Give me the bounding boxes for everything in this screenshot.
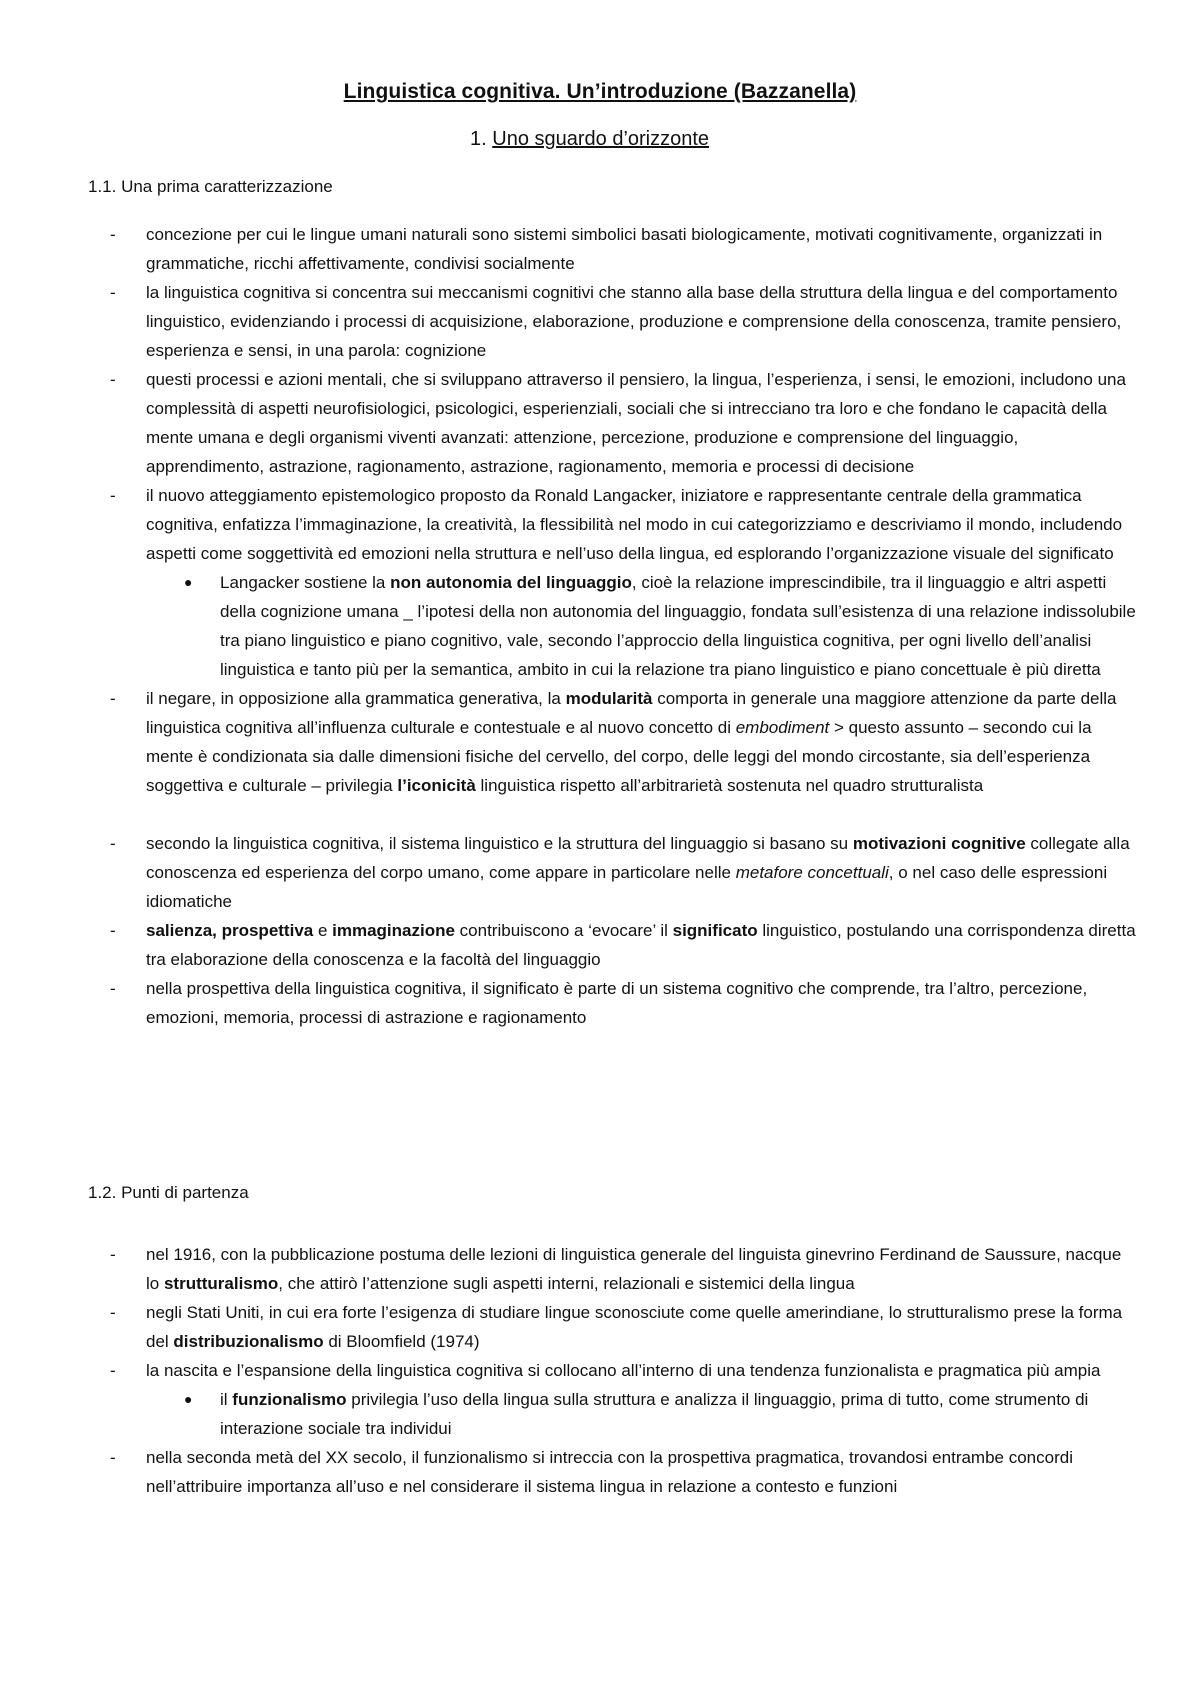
dash-icon: - xyxy=(110,689,116,708)
list-item xyxy=(88,829,1138,916)
item-text: il negare, in opposizione alla grammatica generativa, la xyxy=(146,689,566,708)
item-text: la linguistica cognitiva si concentra sui meccanismi cognitivi che stanno alla base della struttura della lingua e del comportamento linguistico, evidenziando i processi di acquisizione, elaborazione, produzione e comprensione della conoscenza, tramite pensiero, esperienza e sensi, in una parola: cognizione xyxy=(146,283,1122,360)
italic-text: metafore concettuali xyxy=(735,863,889,882)
bold-text: l’iconicità xyxy=(397,776,476,795)
dash-icon: - xyxy=(110,834,116,853)
bold-text: significato xyxy=(672,921,758,940)
dash-icon: - xyxy=(110,979,116,998)
dash-icon: - xyxy=(110,225,116,244)
dash-icon: - xyxy=(110,370,116,389)
dash-icon: - xyxy=(110,283,116,302)
section-heading-1-1: 1.1. Una prima caratterizzazione xyxy=(88,177,333,196)
item-text: di Bloomfield (1974) xyxy=(323,1332,480,1351)
dash-icon: - xyxy=(110,921,116,940)
list-item xyxy=(88,220,1138,278)
document-title: Linguistica cognitiva. Un’introduzione (Bazzanella) xyxy=(343,80,857,103)
bold-text: modularità xyxy=(565,689,653,708)
item-text: nel 1916, con la pubblicazione postuma delle lezioni di linguistica generale del linguista ginevrino Ferdinand de Saussure, nacque lo xyxy=(146,1245,1122,1293)
item-text: secondo la linguistica cognitiva, il sistema linguistico e la struttura del linguaggio si basano su xyxy=(146,834,853,853)
italic-text: embodiment xyxy=(735,718,830,737)
section-list-1-1 xyxy=(88,220,1138,1032)
list-item xyxy=(88,481,1138,568)
list-item xyxy=(88,1356,1138,1385)
chapter-title: Uno sguardo d’orizzonte xyxy=(492,128,710,150)
item-text: privilegia l’uso della lingua sulla struttura e analizza il linguaggio, prima di tutto, come strumento di interazione sociale tra individui xyxy=(220,1390,1089,1438)
section-heading-1-2: 1.2. Punti di partenza xyxy=(88,1183,249,1202)
dash-icon: - xyxy=(110,1448,116,1467)
item-text: > questo assunto – secondo cui la mente è condizionata sia dalle dimensioni fisiche del cervello, del corpo, delle leggi del mondo circostante, sia dell’esperienza soggettiva e culturale – privilegia xyxy=(146,718,1092,795)
sub-bullet-item xyxy=(88,568,1138,684)
list-item xyxy=(88,684,1138,800)
list-item xyxy=(88,1443,1138,1501)
blank-line xyxy=(88,800,1138,829)
item-text: nella seconda metà del XX secolo, il funzionalismo si intreccia con la prospettiva pragmatica, trovandosi entrambe concordi nell’attribuire importanza all’uso e nel considerare il sistema lingua in relazione a contesto e funzioni xyxy=(146,1448,1073,1496)
section-list-1-2 xyxy=(88,1240,1138,1501)
dash-icon: - xyxy=(110,1303,116,1322)
dash-icon: - xyxy=(110,1361,116,1380)
dash-icon: - xyxy=(110,1245,116,1264)
item-text: e xyxy=(313,921,333,940)
list-item xyxy=(88,974,1138,1032)
bullet-icon: ● xyxy=(184,1391,193,1407)
bold-text: salienza, prospettiva xyxy=(146,921,314,940)
item-text: contribuiscono a ‘evocare’ il xyxy=(454,921,673,940)
item-text: , cioè la relazione imprescindibile, tra il linguaggio e altri aspetti della cognizione umana _ l’ipotesi della non autonomia del linguaggio, fondata sull’esistenza di una relazione indissolubile tra piano linguistico e piano cognitivo, vale, secondo l’approccio della linguistica cognitiva, per ogni livello dell’analisi linguistica e tanto più per la semantica, ambito in cui la relazione tra piano linguistico e piano concettuale è più diretta xyxy=(220,573,1136,679)
item-text: il nuovo atteggiamento epistemologico proposto da Ronald Langacker, iniziatore e rappresentante centrale della grammatica cognitiva, enfatizza l’immaginazione, la creatività, la flessibilità nel modo in cui categorizziamo e descriviamo il mondo, includendo aspetti come soggettività ed emozioni nella struttura e nell’uso della lingua, ed esplorando l’organizzazione visuale del significato xyxy=(146,486,1123,563)
item-text: concezione per cui le lingue umani naturali sono sistemi simbolici basati biologicamente, motivati cognitivamente, organizzati in grammatiche, ricchi affettivamente, condivisi socialmente xyxy=(146,225,1103,273)
list-item xyxy=(88,1240,1138,1298)
list-item xyxy=(88,916,1138,974)
chapter-heading xyxy=(470,128,709,151)
bold-text: distribuzionalismo xyxy=(173,1332,324,1351)
bold-text: immaginazione xyxy=(332,921,455,940)
list-item xyxy=(88,1298,1138,1356)
list-item xyxy=(88,365,1138,481)
chapter-number: 1. xyxy=(470,128,487,150)
bold-text: non autonomia del linguaggio xyxy=(390,573,632,592)
item-text: , o nel caso delle espressioni idiomatiche xyxy=(146,863,1108,911)
item-text: nella prospettiva della linguistica cognitiva, il significato è parte di un sistema cognitivo che comprende, tra l’altro, percezione, emozioni, memoria, processi di astrazione e ragionamento xyxy=(146,979,1088,1027)
item-text: Langacker sostiene la xyxy=(220,573,391,592)
item-text: il xyxy=(220,1390,233,1409)
bold-text: strutturalismo xyxy=(163,1274,279,1293)
item-text: , che attirò l’attenzione sugli aspetti interni, relazionali e sistemici della lingua xyxy=(278,1274,855,1293)
item-text: comporta in generale una maggiore attenzione da parte della linguistica cognitiva all’influenza culturale e contestuale e al nuovo concetto di xyxy=(146,689,1117,737)
item-text: la nascita e l’espansione della linguistica cognitiva si collocano all’interno di una tendenza funzionalista e pragmatica più ampia xyxy=(146,1361,1101,1380)
bold-text: motivazioni cognitive xyxy=(852,834,1026,853)
bullet-icon: ● xyxy=(184,574,193,590)
dash-icon: - xyxy=(110,486,116,505)
sub-bullet-item xyxy=(88,1385,1138,1443)
item-text: questi processi e azioni mentali, che si sviluppano attraverso il pensiero, la lingua, l’esperienza, i sensi, le emozioni, includono una complessità di aspetti neurofisiologici, psicologici, esperienziali, sociali che si intrecciano tra loro e che fondano le capacità della mente umana e degli organismi viventi avanzati: attenzione, percezione, produzione e comprensione del linguaggio, apprendimento, astrazione, ragionamento, astrazione, ragionamento, memoria e processi di decisione xyxy=(146,370,1126,476)
bold-text: funzionalismo xyxy=(232,1390,347,1409)
item-text: negli Stati Uniti, in cui era forte l’esigenza di studiare lingue sconosciute come quelle amerindiane, lo strutturalismo prese la forma del xyxy=(146,1303,1123,1351)
list-item xyxy=(88,278,1138,365)
item-text: linguistico, postulando una corrispondenza diretta tra elaborazione della conoscenza e la facoltà del linguaggio xyxy=(146,921,1136,969)
item-text: collegate alla conoscenza ed esperienza del corpo umano, come appare in particolare nelle xyxy=(146,834,1130,882)
item-text: linguistica rispetto all’arbitrarietà sostenuta nel quadro strutturalista xyxy=(475,776,984,795)
